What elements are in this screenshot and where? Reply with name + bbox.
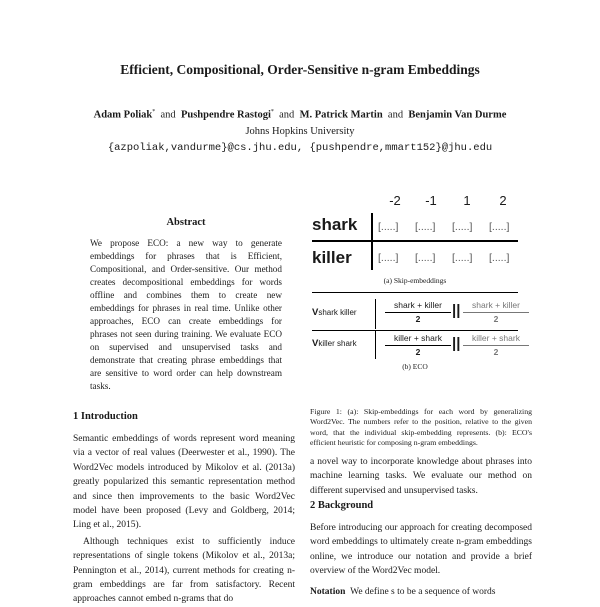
author-line: [0, 109, 600, 121]
figure-separator: [312, 292, 518, 293]
author-mark: *: [152, 109, 156, 115]
abstract-heading: Abstract: [166, 217, 206, 228]
eco-divider: [375, 331, 376, 359]
concat-separator: ||: [452, 335, 461, 352]
fraction-numerator: killer + shark: [385, 333, 451, 346]
eco-fraction-left: [385, 333, 451, 357]
figure-caption: Figure 1: (a): Skip-embeddings for each word by generalizing Word2Vec. The numbers refer to the position, relative to the given word, that the individual skip-embedding represents. (b): ECO's efficient heuristic for composing n-gram embeddings.: [310, 407, 532, 448]
intro-paragraph-2: Although techniques exist to sufficiently induce representations of single tokens (Mikolov et al., 2013a; Pennington et al., 2014), current methods for creating n-gram embeddings are far from satisfactory. Recent approaches cannot embed n-grams that do: [73, 536, 295, 605]
position-label: -2: [389, 193, 401, 208]
author-emails: {azpoliak,vandurme}@cs.jhu.edu, {pushpendre,mmart152}@jhu.edu: [107, 142, 493, 154]
background-heading: 2 Background: [310, 500, 374, 511]
vector-subscript: shark killer: [318, 308, 357, 317]
skip-embedding-cell: [.....]: [489, 221, 510, 233]
notation-heading: Notation: [310, 587, 346, 597]
eco-fraction-right: [463, 333, 529, 357]
notation-paragraph: [310, 585, 532, 599]
background-paragraph: Before introducing our approach for creating decomposed word embeddings to ultimately create n-gram embeddings online, we introduce our notation and provide a brief overview of the Word2Vec model.: [310, 523, 532, 577]
vector-symbol: V: [312, 307, 319, 318]
fraction-denominator: 2: [415, 347, 421, 357]
skip-embedding-cell: [.....]: [415, 252, 436, 264]
skip-embedding-cell: [.....]: [378, 252, 399, 264]
author-separator: and: [387, 109, 404, 121]
author-separator: and: [279, 109, 295, 121]
author-name: Adam Poliak: [93, 109, 153, 121]
eco-row-separator: [312, 330, 518, 331]
author-name: Pushpendre Rastogi: [180, 109, 271, 121]
eco-divider: [375, 299, 376, 329]
skip-embedding-cell: [.....]: [378, 221, 399, 233]
author-separator: and: [160, 109, 176, 121]
row-word-shark: shark: [312, 215, 358, 234]
notation-text: We define s to be a sequence of words: [350, 587, 496, 597]
skip-embedding-cell: [.....]: [489, 252, 510, 264]
author-name: Benjamin Van Durme: [408, 109, 507, 121]
eco-vector-label: [312, 307, 357, 318]
position-label: 1: [463, 193, 471, 208]
subcaption-a: (a) Skip-embeddings: [383, 276, 447, 285]
skip-embedding-cell: [.....]: [415, 221, 436, 233]
subcaption-b: (b) ECO: [402, 362, 428, 371]
eco-vector-label: [312, 338, 357, 349]
position-label: -1: [425, 193, 437, 208]
right-paragraph-1: a novel way to incorporate knowledge about phrases into machine learning tasks. We evaluate our method on different supervised and unsupervised tasks.: [310, 457, 532, 496]
author-mark: *: [270, 109, 274, 115]
fraction-numerator: shark + killer: [463, 300, 529, 313]
position-label: 2: [499, 193, 507, 208]
intro-paragraph-1: Semantic embeddings of words represent word meaning via a vector of real values (Deerwester et al., 1990). The Word2Vec models introduced by Mikolov et al. (2013a) greatly popularized this semantic representation method and since then improvements to the basic Word2Vec model have been proposed (Levy and Goldberg, 2014; Ling et al., 2015).: [73, 434, 295, 531]
skip-embedding-cell: [.....]: [452, 221, 473, 233]
skip-embedding-cell: [.....]: [452, 252, 473, 264]
eco-fraction-right: [463, 300, 529, 324]
fraction-denominator: 2: [415, 314, 421, 324]
concat-separator: ||: [452, 302, 461, 319]
fraction-numerator: shark + killer: [385, 300, 451, 313]
fraction-numerator: killer + shark: [463, 333, 529, 346]
vector-symbol: V: [312, 338, 319, 349]
intro-heading: 1 Introduction: [73, 411, 138, 422]
abstract-text: We propose ECO: a new way to generate embeddings for phrases that is Efficient, Compositional, and Order-sensitive. Our method creates decompositional embeddings for words offline and combines them to create new embeddings for phrases in real time. Unlike other approaches, ECO can create embeddings for phrases not seen during training. We evaluate ECO on supervised and unsupervised tasks and demonstrate that creating phrase embeddings that are sensitive to word order can help downstream tasks.: [90, 238, 282, 391]
fraction-denominator: 2: [493, 347, 499, 357]
intro-body: [73, 432, 295, 607]
vector-subscript: killer shark: [318, 339, 357, 348]
fraction-denominator: 2: [493, 314, 499, 324]
affiliation: Johns Hopkins University: [245, 126, 355, 137]
table-divider-horizontal: [312, 240, 518, 242]
author-name: M. Patrick Martin: [299, 109, 383, 121]
paper-title: Efficient, Compositional, Order-Sensitive n-gram Embeddings: [120, 62, 480, 77]
row-word-killer: killer: [312, 248, 352, 267]
eco-fraction-left: [385, 300, 451, 324]
